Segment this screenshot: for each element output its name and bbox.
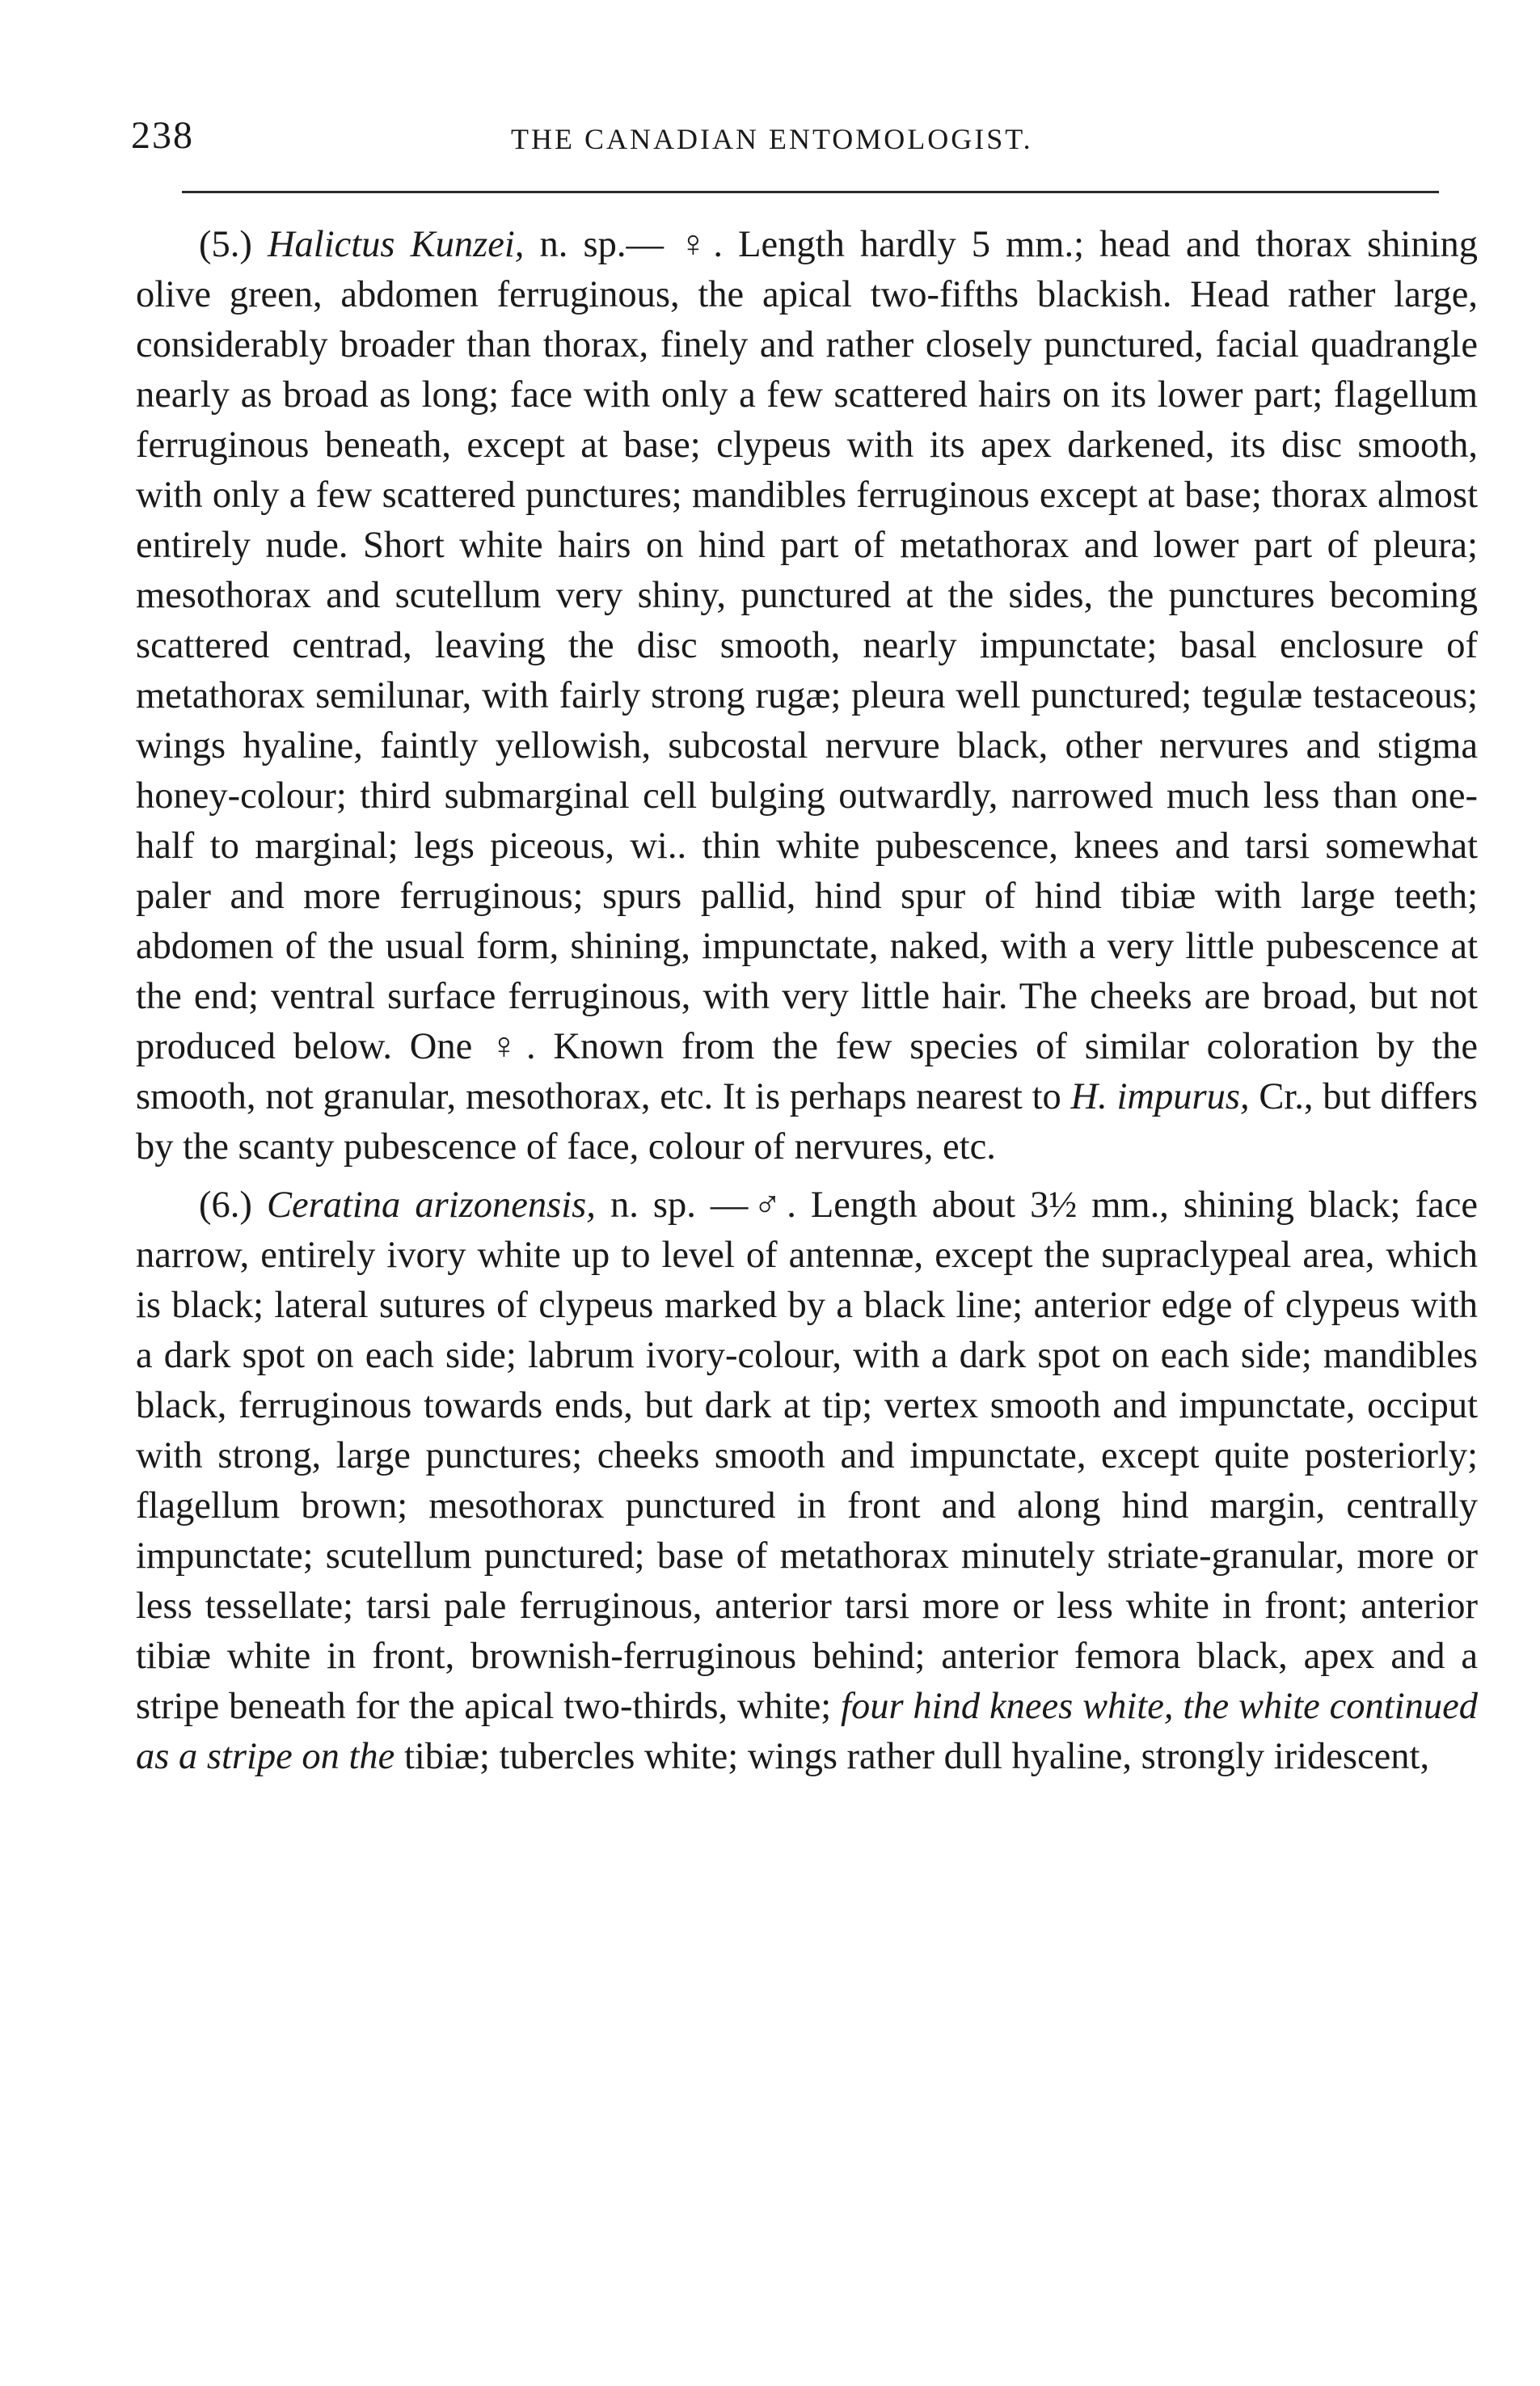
running-head [131, 112, 1457, 160]
comparison-species: H. impurus, [1070, 1076, 1250, 1117]
species-description-italic: four hind knees white, the white continued as a stripe on the [136, 1686, 1479, 1777]
entry-closing: Cr., but differs by the scanty pubescence of face, colour of nervures, etc. [136, 1076, 1479, 1168]
species-designation: n. sp.— ♀. [539, 224, 724, 265]
species-name: Kunzei, [410, 224, 525, 265]
species-description-end: tibiæ; tubercles white; wings rather dull hyaline, strongly iridescent, [403, 1736, 1430, 1777]
page-number: 238 [131, 114, 194, 157]
entry-halictus-kunzei [136, 220, 1478, 1172]
species-description: Length hardly 5 mm.; head and thorax shining olive green, abdomen ferruginous, the apical two-fifths blackish. Head rather large, considerably broader than thorax, finely and rather closely punctured, facial quadrangle nearly as broad as long; face with only a few scattered hairs on its lower part; flagellum ferruginous beneath, except at base; clypeus with its apex darkened, its disc smooth, with only a few scattered punctures; mandibles ferruginous except at base; thorax almost entirely nude. Short white hairs on hind part of metathorax and lower part of pleura; mesothorax and scutellum very shiny, punctured at the sides, the punctures becoming scattered centrad, leaving the disc smooth, nearly impunctate; basal enclosure of metathorax semilunar, with fairly strong rugæ; pleura well punctured; tegulæ testaceous; wings hyaline, faintly yellowish, subcostal nervure black, other nervures and stigma honey-colour; third submarginal cell bulging outwardly, narrowed much less than one-half to marginal; legs piceous, wi.. thin white pubescence, knees and tarsi somewhat paler and more ferruginous; spurs pallid, hind spur of hind tibiæ with large teeth; abdomen of the usual form, shining, impunctate, naked, with a very little pubescence at the end; ventral surface ferruginous, with very little hair. The cheeks are broad, but not produced below. One ♀. Known from the few species of similar coloration by the smooth, not granular, mesothorax, etc. It is perhaps nearest to [136, 224, 1479, 1117]
running-title: THE CANADIAN ENTOMOLOGIST. [511, 123, 1033, 155]
species-name: arizonensis, [415, 1185, 596, 1226]
species-description: Length about 3½ mm., shining black; face narrow, entirely ivory white up to level of antennæ, except the supraclypeal area, which is black; lateral sutures of clypeus marked by a black line; anterior edge of clypeus with a dark spot on each side; labrum ivory-colour, with a dark spot on each side; mandibles black, ferruginous towards ends, but dark at tip; vertex smooth and impunctate, occiput with strong, large punctures; cheeks smooth and impunctate, except quite posteriorly; flagellum brown; mesothorax punctured in front and along hind margin, centrally impunctate; scutellum punctured; base of metathorax minutely striate-granular, more or less tessellate; tarsi pale ferruginous, anterior tarsi more or less white in front; anterior tibiæ white in front, brownish-ferruginous behind; anterior femora black, apex and a stripe beneath for the apical two-thirds, white; [136, 1185, 1479, 1727]
entry-ceratina-arizonensis [136, 1180, 1478, 1782]
entry-number: (5.) [199, 224, 252, 265]
entry-number: (6.) [199, 1185, 252, 1226]
body-text [136, 220, 1478, 1782]
header-rule [182, 191, 1439, 193]
genus-name: Ceratina [266, 1185, 401, 1226]
species-designation: n. sp. —♂. [610, 1185, 796, 1226]
genus-name: Halictus [267, 224, 395, 265]
